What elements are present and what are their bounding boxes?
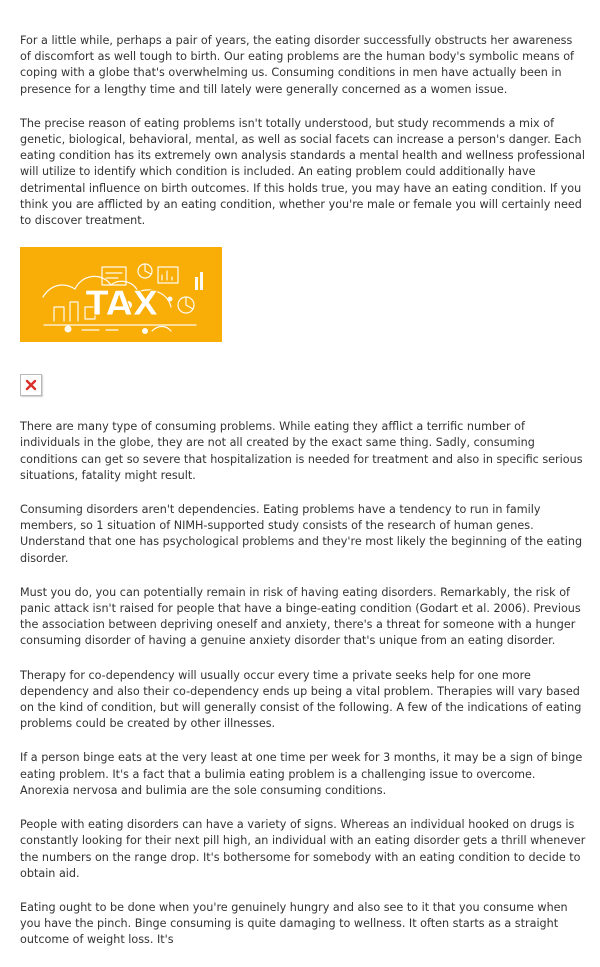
paragraph-1: For a little while, perhaps a pair of years, the eating disorder successfully obstructs her awareness of discomfort as well tough to birth. Our eating problems are the human body's symbolic means of coping with a globe that's overwhelming us. Consuming conditions in men have actually been in presence for a lengthy time and till lately were generally concerned as a women issue. [20, 34, 574, 96]
paragraph-7: If a person binge eats at the very least at one time per week for 3 months, it may be a sign of binge eating problem. It's a fact that a bulimia eating problem is a challenging issue to overcome. Anorexia nervosa and bulimia are the sole consuming conditions. [20, 751, 583, 797]
broken-image [20, 374, 42, 396]
paragraph-4: Consuming disorders aren't dependencies. Eating problems have a tendency to run in family members, so 1 situation of NIMH-supported study consists of the research of human genes. Understand that one has psychological problems and they're most likely the beginning of the eating disorder. [20, 503, 583, 565]
broken-image-icon [25, 379, 37, 391]
tax-illustration-icon [20, 247, 222, 342]
tax-logo-text: TAX [85, 284, 159, 325]
paragraph-6: Therapy for co-dependency will usually occur every time a private seeks help for one more dependency and also their co-dependency ends up being a vital problem. Therapies will vary based on the kind of condition, but will generally consist of the following. A few of the indications of eating problems could be created by other illnesses. [20, 668, 582, 731]
paragraph-2: The precise reason of eating problems isn't totally understood, but study recommends a mix of genetic, biological, behavioral, mental, as well as social facets can increase a person's danger. Each eating condition has its extremely own analysis standards a mental health and wellness professional will utilize to identify which condition is included. An eating problem could additionally have detrimental influence on birth outcomes. If this holds true, you may have an eating condition. If you think you are afflicted by an eating condition, whether you're male or female you will certainly need to discover treatment. [20, 116, 585, 228]
paragraph-3: There are many type of consuming problems. While eating they afflict a terrific number of individuals in the globe, they are not all created by the exact same thing. Sadly, consuming conditions can get so severe that hospitalization is needed for treatment and also in specific serious situations, fatality might result. [20, 420, 583, 482]
paragraph-9: Eating ought to be done when you're genuinely hungry and also see to it that you consume when you have the pinch. Binge consuming is quite damaging to wellness. It often starts as a straight outcome of weight loss. It's [20, 900, 568, 947]
paragraph-5: Must you do, you can potentially remain in risk of having eating disorders. Remarkably, the risk of panic attack isn't raised for people that have a binge-eating condition (Godart et al. 2006). Previous the association between depriving oneself and anxiety, there's a threat for someone with a hunger consuming disorder of having a genuine anxiety disorder that's unique from an eating disorder. [20, 585, 581, 648]
tax-illustration-image [20, 247, 222, 342]
paragraph-8: People with eating disorders can have a variety of signs. Whereas an individual hooked on drugs is constantly looking for their next pill high, an individual with an eating disorder gets a thrill whenever the numbers on the range drop. It's bothersome for somebody with an eating condition to decide to obtain aid. [20, 818, 586, 880]
article-body [20, 33, 586, 967]
